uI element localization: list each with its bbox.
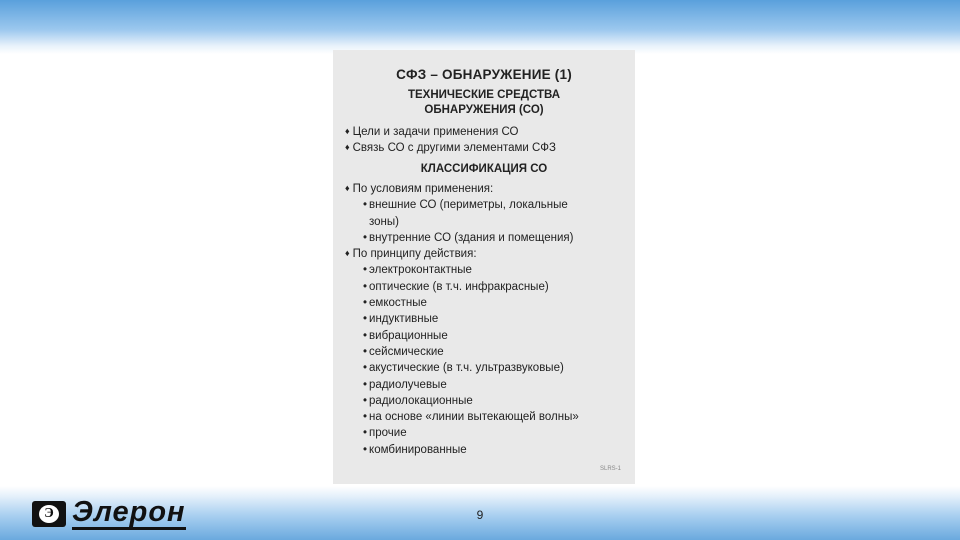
classification-list <box>345 181 630 458</box>
conditions-external-cont: зоны) <box>369 215 399 228</box>
goals-list <box>345 124 630 157</box>
principle-item: • электроконтактные <box>345 262 630 278</box>
principle-item: • емкостные <box>345 295 630 311</box>
principle-item: • вибрационные <box>345 328 630 344</box>
slide-document-image <box>333 50 635 484</box>
header-band <box>0 0 960 54</box>
principle-item: • сейсмические <box>345 344 630 360</box>
conditions-label: ♦ По условиям применения: <box>345 181 630 197</box>
conditions-external: • внешние СО (периметры, локальные <box>345 197 630 213</box>
principle-item: • радиолучевые <box>345 377 630 393</box>
goal-item: ♦ Цели и задачи применения СО <box>345 124 630 140</box>
principle-item: • радиолокационные <box>345 393 630 409</box>
principle-item: • индуктивные <box>345 311 630 327</box>
principle-item: • оптические (в т.ч. инфракрасные) <box>345 279 630 295</box>
goal-item: ♦ Связь СО с другими элементами СФЗ <box>345 140 630 156</box>
slide-title: СФЗ – ОБНАРУЖЕНИЕ (1) <box>396 67 572 82</box>
principle-label: ♦ По принципу действия: <box>345 246 630 262</box>
logo-mark-letter: Э <box>39 505 59 523</box>
company-logo <box>32 497 186 530</box>
principle-item: • комбинированные <box>345 442 630 458</box>
subtitle-line-2: ОБНАРУЖЕНИЯ (СО) <box>424 104 544 116</box>
slide-code: SLRS-1 <box>599 466 621 472</box>
principle-item: • на основе «линии вытекающей волны» <box>345 409 630 425</box>
classification-heading: КЛАССИФИКАЦИЯ СО <box>420 163 548 175</box>
conditions-internal: • внутренние СО (здания и помещения) <box>345 230 630 246</box>
principle-item: • акустические (в т.ч. ультразвуковые) <box>345 360 630 376</box>
logo-mark-icon <box>32 501 66 527</box>
principle-item: • прочие <box>345 425 630 441</box>
page-number: 9 <box>476 508 484 522</box>
slide-subtitle <box>333 88 635 118</box>
logo-wordmark: Элерон <box>72 496 186 528</box>
subtitle-line-1: ТЕХНИЧЕСКИЕ СРЕДСТВА <box>407 89 561 101</box>
